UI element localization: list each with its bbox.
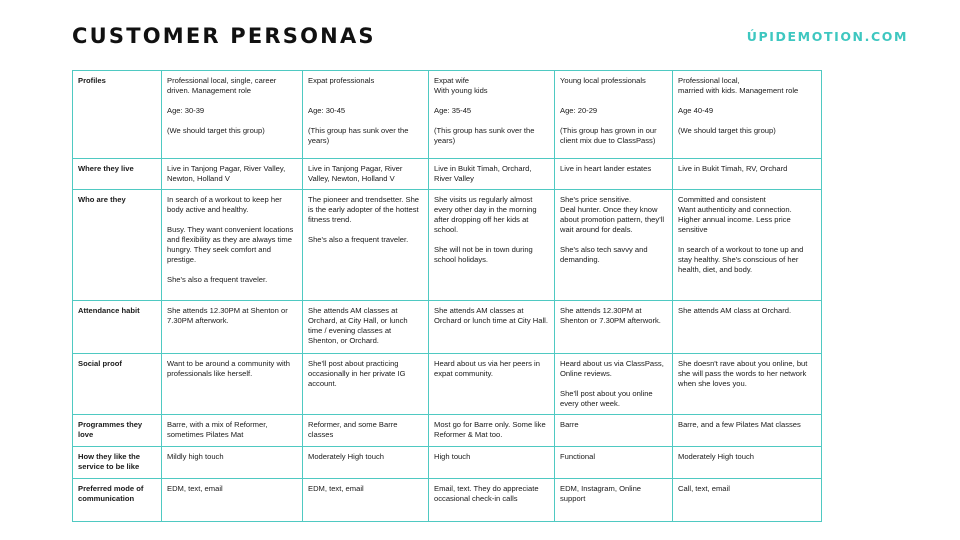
table-cell: EDM, text, email [303,479,429,522]
table-cell: Live in Tanjong Pagar, River Valley, Newton, Holland V [303,159,429,190]
table-cell: Heard about us via her peers in expat community. [429,354,555,415]
table-cell: She attends 12.30PM at Shenton or 7.30PM afterwork. [162,301,303,354]
table-cell: Expat wife With young kids Age: 35-45 (This group has sunk over the years) [429,71,555,159]
row-header: Where they live [73,159,162,190]
brand-logo-text: ÚPIDEMOTION.COM [746,29,908,44]
table-cell: Functional [555,447,673,479]
table-cell: Heard about us via ClassPass, Online reviews. She'll post about you online every other week. [555,354,673,415]
row-header: Attendance habit [73,301,162,354]
table-cell: In search of a workout to keep her body active and healthy. Busy. They want convenient locations and flexibility as they are always time hungry. They seek comfort and prestige. She's also a frequent traveler. [162,190,303,301]
table-row-programmes [73,415,822,447]
table-cell: Young local professionals Age: 20-29 (This group has grown in our client mix due to ClassPass) [555,71,673,159]
row-header: Profiles [73,71,162,159]
row-header: Preferred mode of communication [73,479,162,522]
table-cell: She attends AM classes at Orchard or lunch time at City Hall. [429,301,555,354]
table-cell: Expat professionals Age: 30-45 (This group has sunk over the years) [303,71,429,159]
row-header: Who are they [73,190,162,301]
table-cell: Live in heart lander estates [555,159,673,190]
table-row-attendance-habit [73,301,822,354]
table-cell: Committed and consistent Want authenticity and connection. Higher annual income. Less price sensitive In search of a workout to tone up and stay healthy. She's conscious of her health, diet, and body. [673,190,822,301]
table-cell: Mildly high touch [162,447,303,479]
table-row-where-they-live [73,159,822,190]
table-cell: She's price sensitive. Deal hunter. Once they know about promotion pattern, they'll wait around for deals. She's also tech savvy and demanding. [555,190,673,301]
row-header: Social proof [73,354,162,415]
table-cell: Email, text. They do appreciate occasional check-in calls [429,479,555,522]
table-cell: She'll post about practicing occasionally in her private IG account. [303,354,429,415]
table-cell: Barre, and a few Pilates Mat classes [673,415,822,447]
table-cell: She attends AM classes at Orchard, at City Hall, or lunch time / evening classes at Shenton, or Orchard. [303,301,429,354]
table-cell: Reformer, and some Barre classes [303,415,429,447]
table-cell: EDM, text, email [162,479,303,522]
table-cell: She attends 12.30PM at Shenton or 7.30PM afterwork. [555,301,673,354]
table-cell: Moderately High touch [673,447,822,479]
table-row-communication [73,479,822,522]
personas-table [72,70,822,522]
table-cell: Want to be around a community with professionals like herself. [162,354,303,415]
page-title: CUSTOMER PERSONAS [72,24,376,48]
table-cell: High touch [429,447,555,479]
table-cell: Live in Tanjong Pagar, River Valley, Newton, Holland V [162,159,303,190]
table-row-social-proof [73,354,822,415]
table-row-service-preference [73,447,822,479]
table-cell: Professional local, married with kids. Management role Age 40-49 (We should target this group) [673,71,822,159]
table-cell: Most go for Barre only. Some like Reformer & Mat too. [429,415,555,447]
row-header: Programmes they love [73,415,162,447]
table-cell: Live in Bukit Timah, Orchard, River Valley [429,159,555,190]
table-cell: Moderately High touch [303,447,429,479]
table-cell: EDM, Instagram, Online support [555,479,673,522]
table-cell: Barre, with a mix of Reformer, sometimes Pilates Mat [162,415,303,447]
table-row-profiles [73,71,822,159]
table-row-who-are-they [73,190,822,301]
table-cell: Call, text, email [673,479,822,522]
table-cell: Live in Bukit Timah, RV, Orchard [673,159,822,190]
table-cell: She doesn't rave about you online, but she will pass the words to her network when she loves you. [673,354,822,415]
table-cell: The pioneer and trendsetter. She is the early adopter of the hottest fitness trend. She's also a frequent traveler. [303,190,429,301]
row-header: How they like the service to be like [73,447,162,479]
table-cell: Professional local, single, career driven. Management role Age: 30-39 (We should target this group) [162,71,303,159]
table-cell: She attends AM class at Orchard. [673,301,822,354]
table-cell: Barre [555,415,673,447]
table-cell: She visits us regularly almost every other day in the morning after dropping off her kids at school. She will not be in town during school holidays. [429,190,555,301]
